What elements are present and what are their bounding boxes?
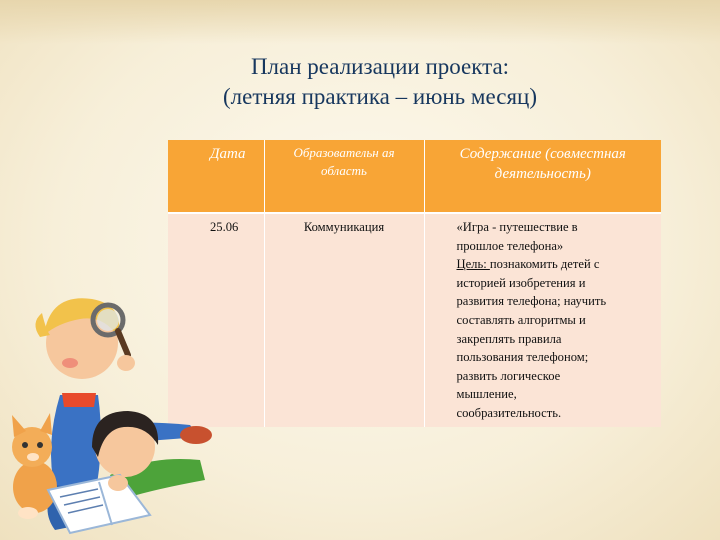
- page-title: [150, 52, 610, 112]
- goal-line: пользования телефоном;: [456, 350, 589, 365]
- goal-line: развития телефона; научить: [456, 294, 607, 309]
- cell-area: Коммуникация: [264, 213, 424, 427]
- header-content: Содержание (совместная деятельность): [424, 140, 661, 213]
- header-date: Дата: [168, 140, 264, 213]
- goal-text: познакомить детей с: [489, 257, 600, 272]
- goal-line: мышление,: [456, 387, 517, 402]
- goal-line: [457, 255, 654, 274]
- content-line: «Игра - путешествие в: [456, 220, 578, 234]
- table-header-row: [168, 140, 661, 213]
- goal-line: сообразительность.: [456, 405, 562, 420]
- cell-date: 25.06: [168, 213, 264, 427]
- title-line-2: (летняя практика – июнь месяц): [222, 84, 538, 109]
- content-line: прошлое телефона»: [456, 238, 564, 253]
- title-line-1: План реализации проекта:: [250, 54, 510, 79]
- goal-line: составлять алгоритмы и: [456, 312, 586, 327]
- header-area: Образовательн ая область: [264, 140, 424, 213]
- kitten-figure: [12, 413, 57, 519]
- goal-line: историей изобретения и: [456, 275, 586, 290]
- children-illustration: [0, 275, 250, 540]
- goal-label: Цель:: [456, 257, 490, 272]
- goal-line: закреплять правила: [456, 331, 562, 346]
- goal-line: развить логическое: [456, 368, 561, 383]
- page-top-shade: [0, 0, 720, 44]
- cell-content: [424, 213, 661, 427]
